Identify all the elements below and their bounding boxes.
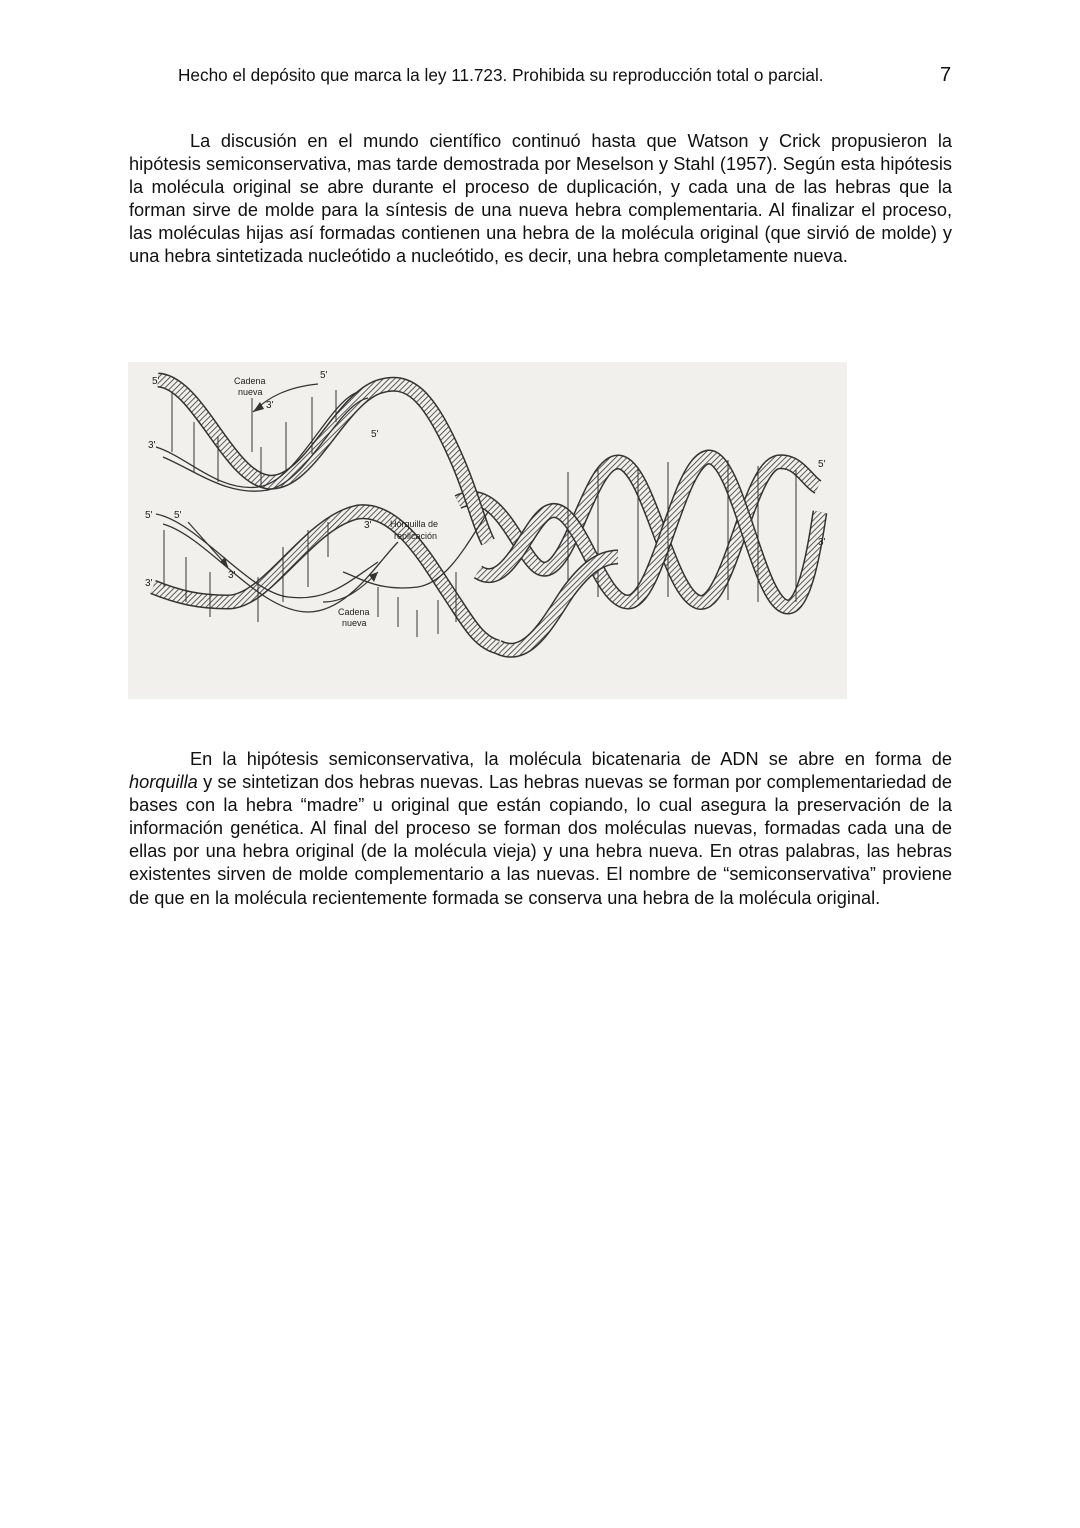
svg-text:3': 3': [228, 570, 236, 581]
svg-text:3': 3': [364, 520, 372, 531]
paragraph-semiconservative-intro: La discusión en el mundo científico continuó hasta que Watson y Crick propusieron la hipótesis semiconservativa, mas tarde demostrada por Meselson y Stahl (1957). Según esta hipótesis la molécula original se abre durante el proceso de duplicación, y cada una de las hebras que la forman sirve de molde para la síntesis de una nueva hebra complementaria. Al finalizar el proceso, las moléculas hijas así formadas contienen una hebra de la molécula original (que sirvió de molde) y una hebra sintetizada nucleótido a nucleótido, es decir, una hebra completamente nueva.: [129, 131, 952, 267]
svg-text:5': 5': [320, 370, 328, 381]
svg-text:nueva: nueva: [238, 387, 263, 397]
svg-text:5': 5': [818, 459, 826, 470]
svg-text:5': 5': [145, 510, 153, 521]
emphasized-term-horquilla: horquilla: [129, 772, 198, 793]
dna-replication-diagram: [128, 362, 847, 699]
paragraph-replication-fork: [129, 748, 952, 910]
page-number: 7: [940, 64, 952, 86]
svg-text:5': 5': [371, 429, 379, 440]
svg-text:3': 3': [266, 400, 274, 411]
svg-text:Cadena: Cadena: [234, 376, 266, 386]
bottom-daughter-helix: [145, 510, 618, 650]
svg-text:Horquilla de: Horquilla de: [390, 519, 439, 529]
svg-text:3': 3': [818, 537, 826, 548]
svg-text:nueva: nueva: [342, 618, 367, 628]
parent-helix: [458, 457, 826, 607]
svg-text:replicación: replicación: [394, 531, 438, 541]
dna-replication-figure: [128, 362, 847, 699]
svg-text:Cadena: Cadena: [338, 607, 370, 617]
paragraph-text-start: En la hipótesis semiconservativa, la molécula bicatenaria de ADN se abre en forma de: [190, 749, 952, 769]
svg-text:5': 5': [174, 510, 182, 521]
paragraph-text-end: y se sintetizan dos hebras nuevas. Las hebras nuevas se forman por complementariedad de bases con la hebra “madre” u original que están copiando, lo cual asegura la preservación de la información genética. Al final del proceso se forman dos moléculas nuevas, formadas cada una de ellas por una hebra original (de la molécula vieja) y una hebra nueva. En otras palabras, las hebras existentes sirven de molde complementario a las nuevas. El nombre de “semiconservativa” proviene de que en la molécula recientemente formada se conserva una hebra de la molécula original.: [129, 772, 952, 908]
svg-text:5': 5': [152, 376, 160, 387]
svg-text:3': 3': [148, 440, 156, 451]
top-daughter-helix: [148, 370, 488, 542]
page-header: [178, 62, 958, 88]
svg-text:3': 3': [145, 578, 153, 589]
copyright-notice: Hecho el depósito que marca la ley 11.723. Prohibida su reproducción total o parcial.: [178, 65, 824, 85]
